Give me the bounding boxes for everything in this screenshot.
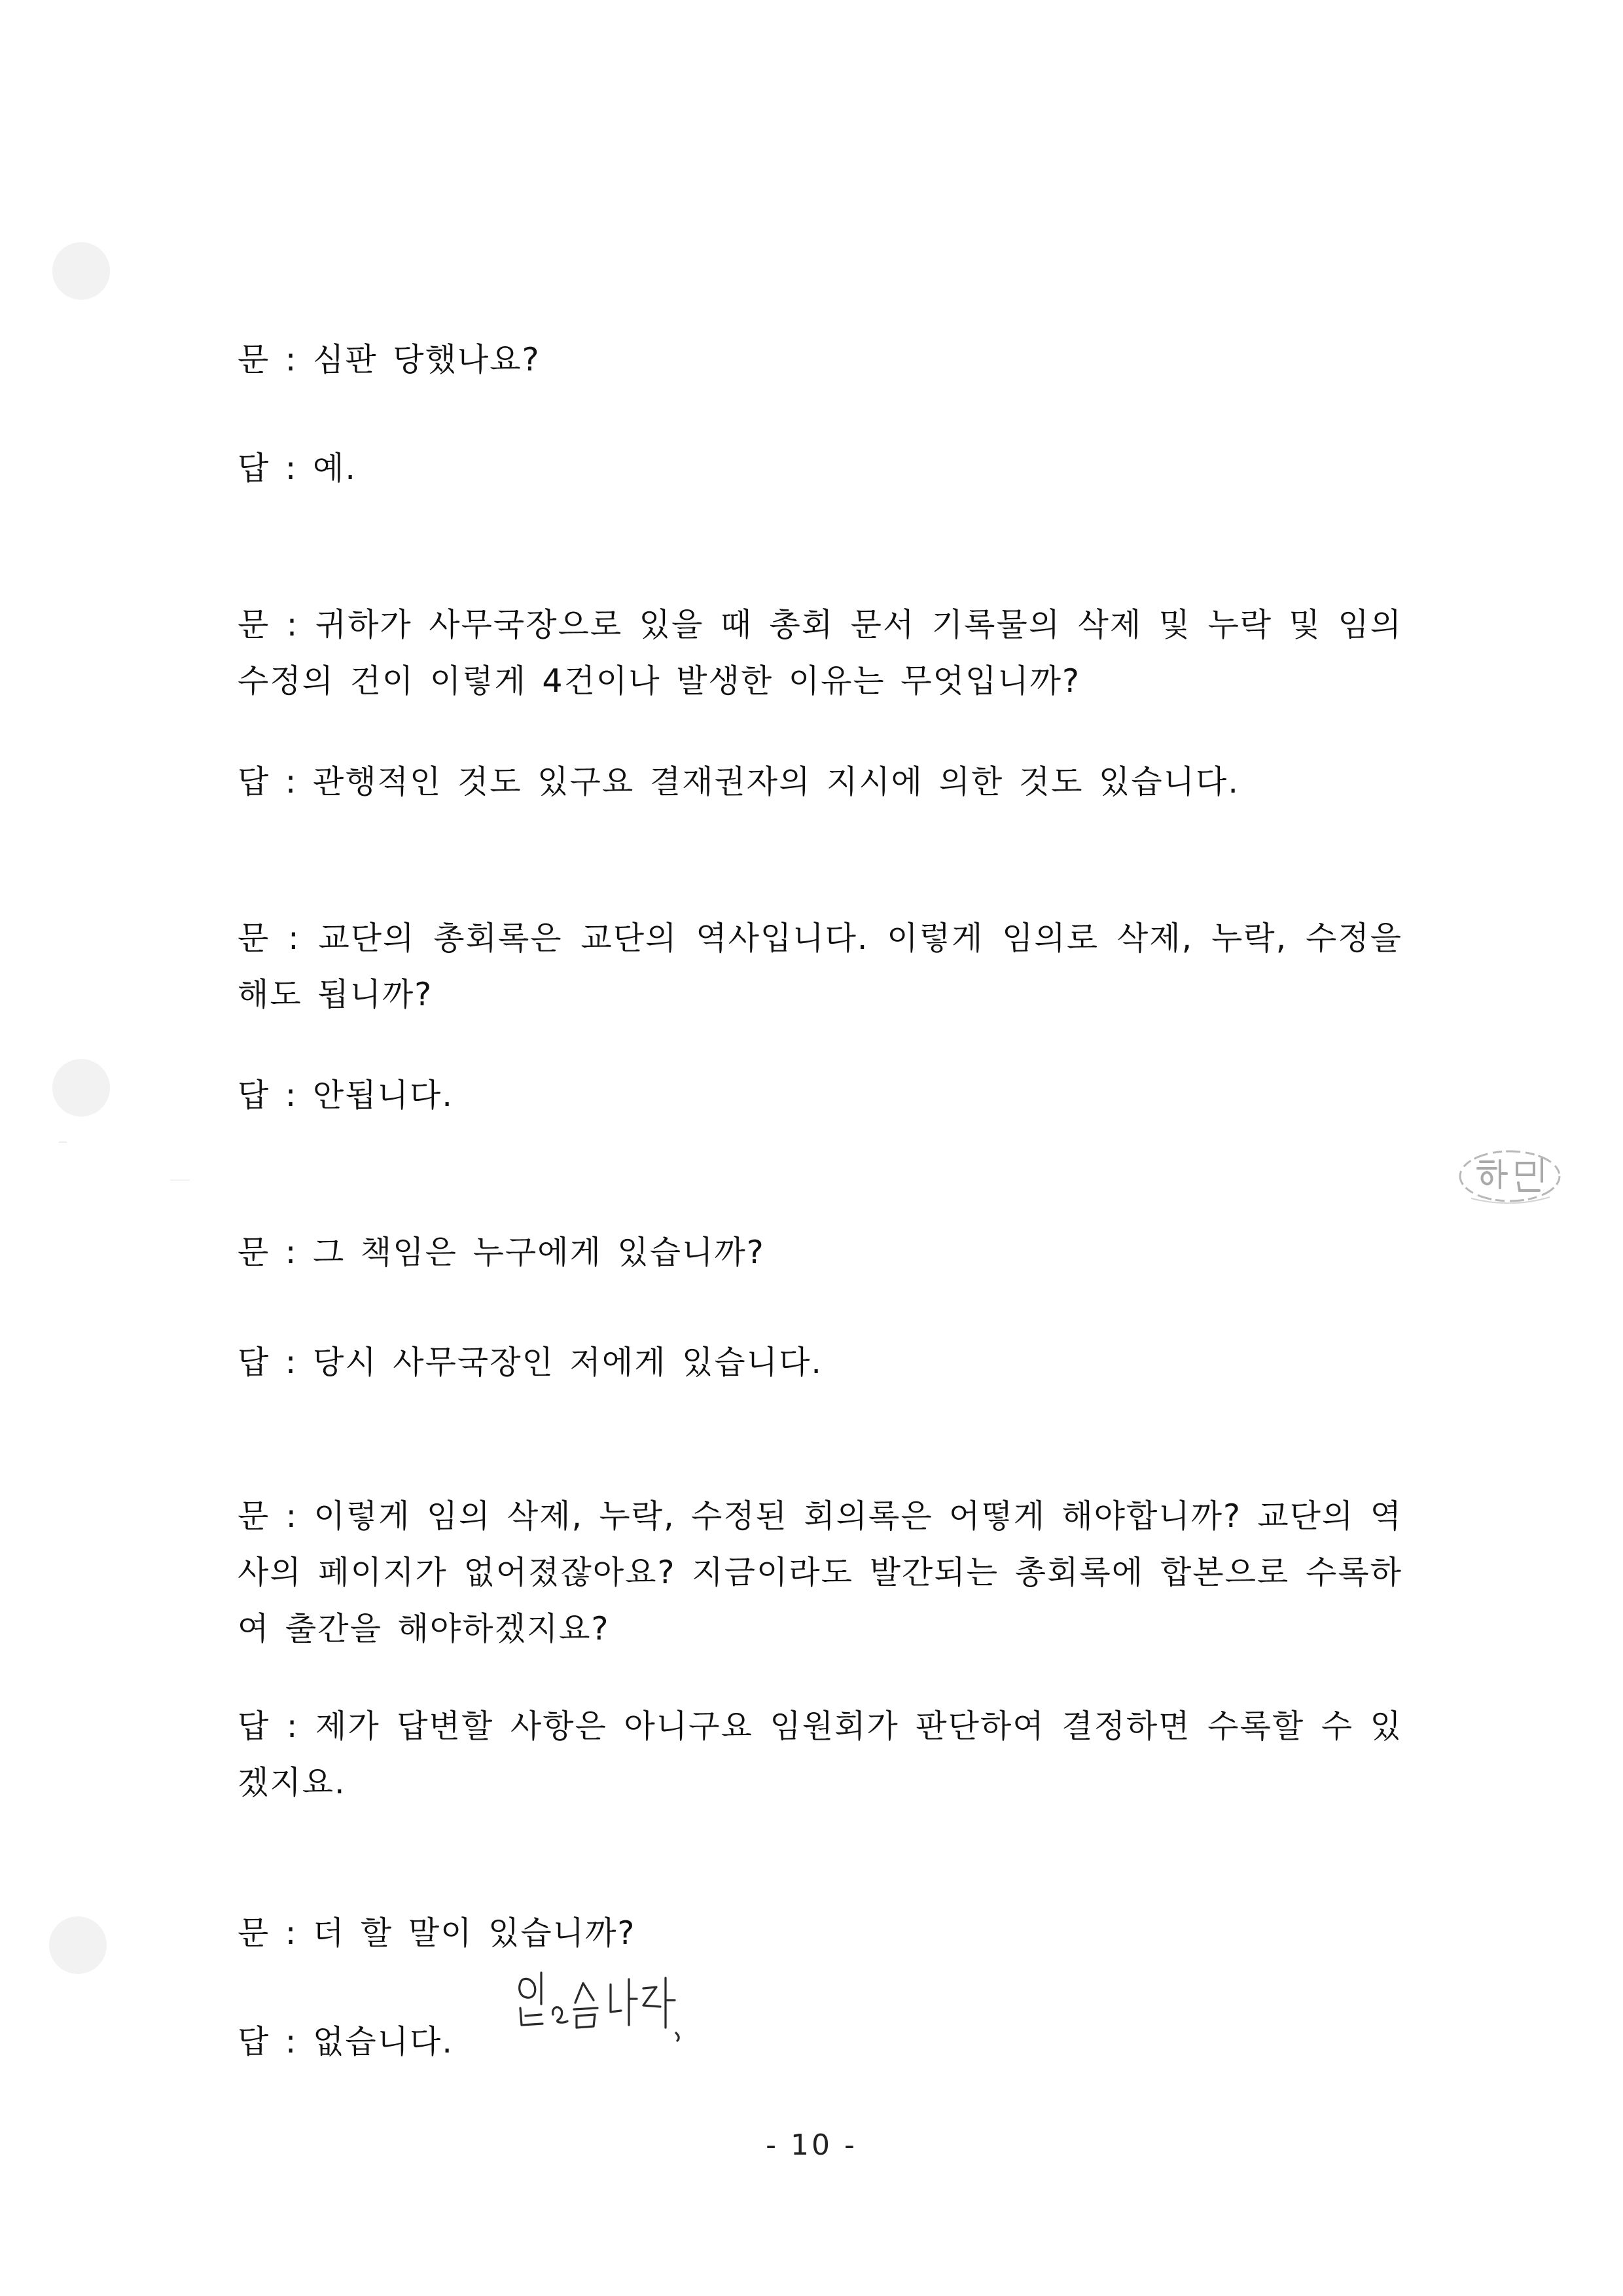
question-1: 문 : 심판 당했나요?	[238, 341, 541, 378]
question-3: 문 : 교단의 총회록은 교단의 역사입니다. 이렇게 임의로 삭제, 누락, 수정을 해도 됩니까?	[238, 920, 1403, 1013]
scan-mark	[59, 1141, 67, 1143]
answer-2: 답 : 관행적인 것도 있구요 결재권자의 지시에 의한 것도 있습니다.	[238, 763, 1240, 800]
answer-4: 답 : 당시 사무국장인 저에게 있습니다.	[238, 1344, 823, 1381]
punch-hole	[49, 1916, 107, 1974]
answer-6: 답 : 없습니다.	[238, 2023, 454, 2060]
question-2: 문 : 귀하가 사무국장으로 있을 때 총회 문서 기록물의 삭제 및 누락 및 임의 수정의 건이 이렇게 4건이나 발생한 이유는 무엇입니까?	[238, 606, 1403, 700]
page-number: - 10 -	[766, 2128, 857, 2162]
question-4: 문 : 그 책임은 누구에게 있습니까?	[238, 1234, 765, 1271]
handwritten-signature	[512, 1965, 683, 2043]
scan-mark	[170, 1179, 190, 1181]
question-5: 문 : 이렇게 임의 삭제, 누락, 수정된 회의록은 어떻게 해야합니까? 교단의 역사의 페이지가 없어졌잖아요? 지금이라도 발간되는 총회록에 합본으로 수록하여 출간을 해야하겠지요?	[238, 1498, 1402, 1647]
punch-hole	[52, 242, 110, 300]
question-6: 문 : 더 할 말이 있습니까?	[238, 1914, 636, 1952]
answer-3: 답 : 안됩니다.	[238, 1077, 454, 1114]
personal-seal-stamp	[1452, 1142, 1568, 1214]
answer-1: 답 : 예.	[238, 450, 357, 487]
answer-5: 답 : 제가 답변할 사항은 아니구요 임원회가 판단하여 결정하면 수록할 수 있겠지요.	[238, 1708, 1403, 1801]
punch-hole	[52, 1059, 110, 1117]
